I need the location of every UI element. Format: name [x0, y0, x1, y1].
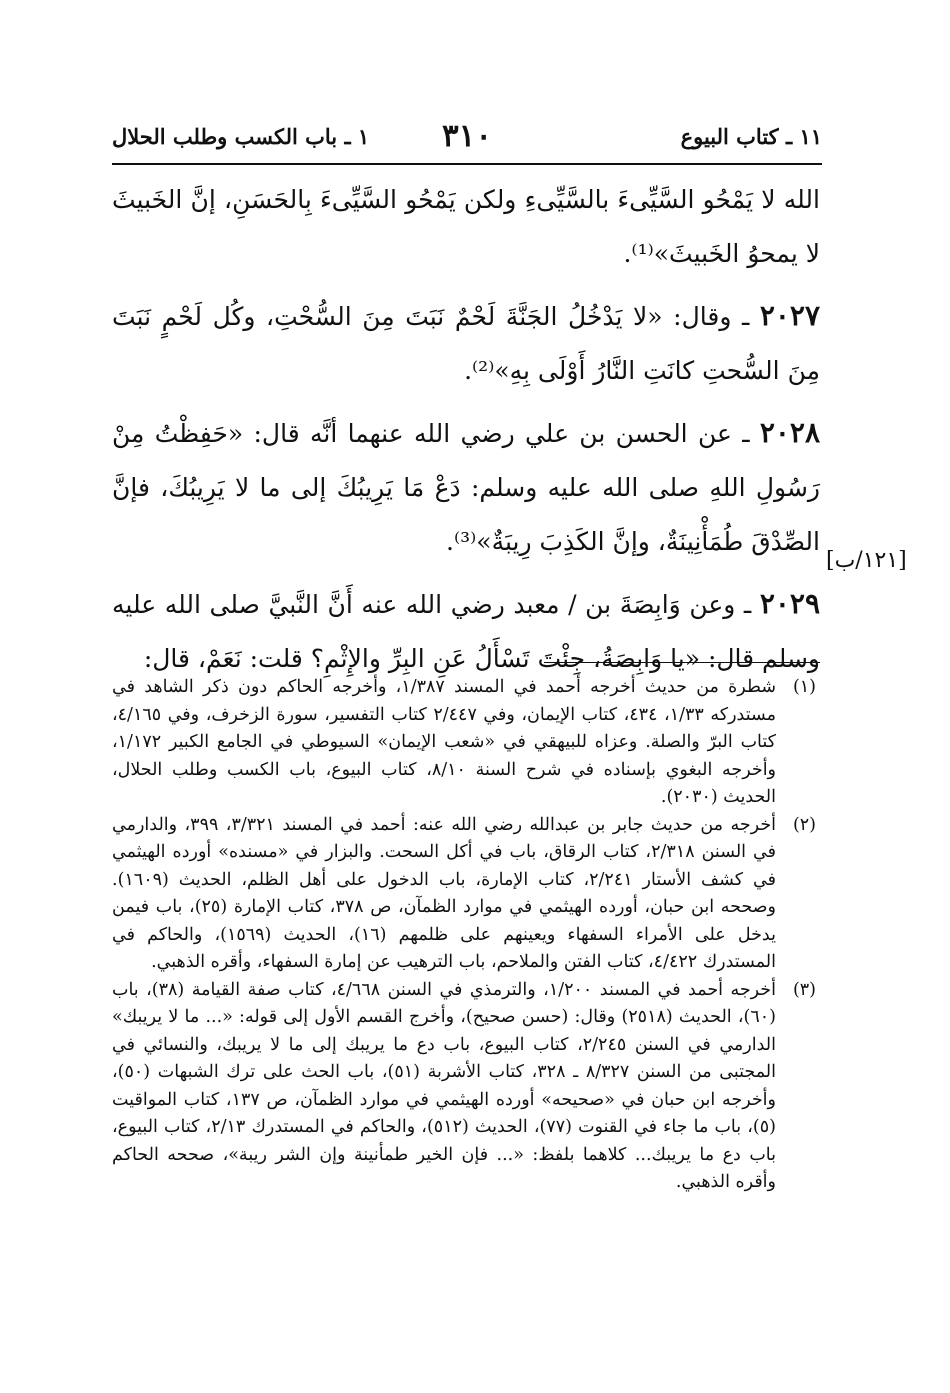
- chapter-title: ١١ ـ كتاب البيوع: [680, 124, 822, 149]
- manuscript-folio-marker: [١٢١/ب]: [826, 548, 907, 573]
- hadith-text: الله لا يَمْحُو السَّيِّىءَ بالسَّيِّىءِ ولكن يَمْحُو السَّيِّىءَ بِالحَسَنِ، إنَّ الخَبيثَ لا يمحوُ الخَبيثَ»⁽¹⁾.: [112, 185, 820, 268]
- hadith-number: ٢٠٢٩: [759, 587, 820, 620]
- hadith-number: ٢٠٢٨: [759, 416, 820, 449]
- main-text: [112, 172, 820, 694]
- header-divider: [112, 163, 822, 165]
- footnote: [112, 977, 816, 1197]
- footnote-divider: [544, 662, 820, 663]
- footnote-marker: (٣): [792, 979, 816, 1000]
- hadith-number: ٢٠٢٧: [759, 299, 820, 332]
- footnote-text: أخرجه أحمد في المسند ١/٢٠٠، والترمذي في السنن ٤/٦٦٨، كتاب صفة القيامة (٣٨)، باب (٦٠)، الحديث (٢٥١٨) وقال: (حسن صحيح)، وأخرج القسم الأول إلى قوله: «... ما لا يريبك» الدارمي في السنن ٢/٢٤٥، كتاب البيوع، باب دع ما يريبك إلى ما لا يريبك، والنسائي في المجتبى من السنن ٨/٣٢٧ ـ ٣٢٨، كتاب الأشربة (٥١)، باب الحث على ترك الشبهات (٥٠)، وأخرجه ابن حبان في «صحيحه» أورده الهيثمي في موارد الظمآن، ص ١٣٧، كتاب المواقيت (٥)، باب ما جاء في القنوت (٧٧)، الحديث (٥١٢)، والحاكم في المستدرك ٢/١٣، كتاب البيوع، باب دع ما يريبك... كلاهما بلفظ: «... فإن الخير طمأنينة وإن الشر ريبة»، صححه الحاكم وأقره الذهبي.: [112, 979, 777, 1192]
- hadith-text: ـ وقال: «لا يَدْخُلُ الجَنَّةَ لَحْمٌ نَبَتَ مِنَ السُّحْتِ، وكُل لَحْمٍ نَبَتَ مِنَ السُّحتِ كانَتِ النَّارُ أَوْلَى بِهِ»⁽²⁾.: [112, 302, 820, 385]
- page-number: ٣١٠: [442, 118, 492, 154]
- hadith-paragraph: [112, 289, 820, 398]
- hadith-paragraph: [112, 577, 820, 686]
- footnote-marker: (١): [792, 677, 816, 697]
- hadith-paragraph: [112, 406, 820, 569]
- section-title: ١ ـ باب الكسب وطلب الحلال: [112, 124, 370, 149]
- hadith-text: ـ وعن وَابِصَةَ بن / معبد رضي الله عنه أَنَّ النَّبيَّ صلى الله عليه وسلم قال: «يا وَابِصَةُ، جِئْتَ تَسْأَلُ عَنِ البِرِّ والإِثْمِ؟ قلت: نَعَمْ، قال:: [112, 590, 820, 673]
- footnotes: [112, 674, 816, 1197]
- running-header: [112, 118, 822, 162]
- footnote-marker: (٢): [792, 814, 816, 835]
- hadith-text: ـ عن الحسن بن علي رضي الله عنهما أنَّه قال: «حَفِظْتُ مِنْ رَسُولِ اللهِ صلى الله عليه وسلم: دَعْ مَا يَرِيبُكَ إلى ما لا يَرِيبُكَ، فإنَّ الصِّدْقَ طُمَأْنِينَةٌ، وإنَّ الكَذِبَ رِيبَةٌ»⁽³⁾.: [112, 419, 820, 556]
- footnote: [112, 674, 816, 812]
- footnote: [112, 812, 816, 977]
- footnote-text: أخرجه من حديث جابر بن عبدالله رضي الله عنه: أحمد في المسند ٣/٣٢١، ٣٩٩، والدارمي في السنن ٢/٣١٨، كتاب الرقاق، باب في أكل السحت. والبزار في «مسنده» أورده الهيثمي في كشف الأستار ٢/٢٤١، كتاب الإمارة، باب الدخول على أهل الظلم، الحديث (١٦٠٩). وصححه ابن حبان، أورده الهيثمي في موارد الظمآن، ص ٣٧٨، كتاب الإمارة (٢٥)، باب فيمن يدخل على الأمراء السفهاء ويعينهم على ظلمهم (١٦)، الحديث (١٥٦٩)، والحاكم في المستدرك ٤/٤٢٢، كتاب الفتن والملاحم، باب الترهيب عن إمارة السفهاء، وأقره الذهبي.: [112, 814, 776, 972]
- hadith-paragraph: [112, 172, 820, 281]
- footnote-text: شطرة من حديث أخرجه أحمد في المسند ١/٣٨٧، وأخرجه الحاكم دون ذكر الشاهد في مستدركه ١/٣٣، ٤٣٤، كتاب الإيمان، وفي ٢/٤٤٧ كتاب التفسير، سورة الزخرف، وفي ٤/١٦٥، كتاب البرّ والصلة. وعزاه للبيهقي في «شعب الإيمان» السيوطي في الجامع الكبير ١/١٧٢، وأخرجه البغوي بإسناده في شرح السنة ٨/١٠، كتاب البيوع، باب الكسب وطلب الحلال، الحديث (٢٠٣٠).: [112, 677, 777, 807]
